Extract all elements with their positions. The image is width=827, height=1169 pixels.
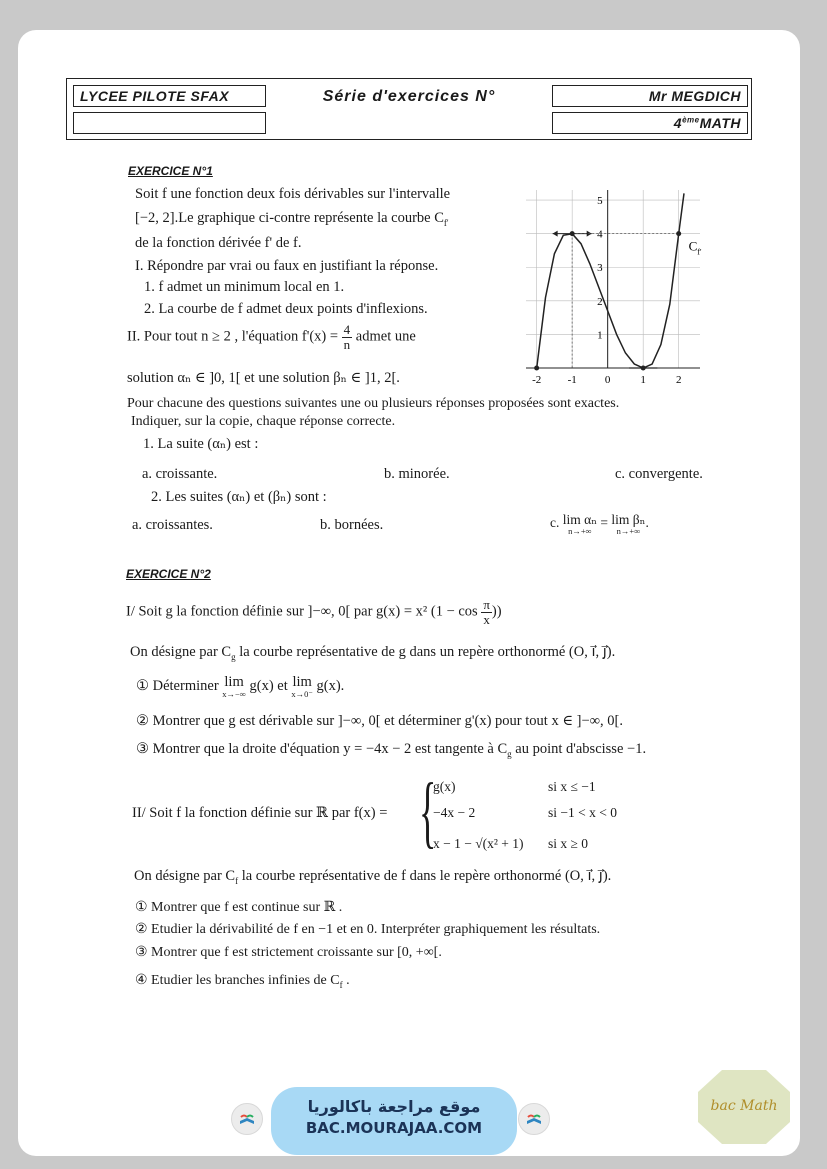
class-cell: 4èmeMATH — [552, 112, 748, 134]
ex1-solution-line: solution αₙ ∈ ]0, 1[ et une solution βₙ ∈ ]1, 2[. — [127, 370, 400, 386]
ex1-choice-1b: b. minorée. — [384, 466, 450, 482]
exercise-2-heading: EXERCICE N°2 — [126, 567, 211, 581]
ex1-choice-1c: c. convergente. — [615, 466, 703, 482]
derivative-graph-svg — [518, 182, 708, 392]
book-logo-icon — [519, 1104, 549, 1134]
ex1-suite-question-2: 2. Les suites (αₙ) et (βₙ) sont : — [151, 489, 327, 505]
ex1-intro-line1: Soit f une fonction deux fois dérivables sur l'intervalle — [135, 186, 451, 202]
exercise-1-heading: EXERCICE N°1 — [128, 164, 213, 178]
derivative-graph — [518, 182, 708, 392]
teacher-cell — [552, 85, 748, 107]
ex2-question-3: ③ Montrer que la droite d'équation y = −4x − 2 est tangente à $C_g$ au point d'abscisse −1. — [136, 741, 647, 759]
ex1-intro-line3: de la fonction dérivée f' de f. — [135, 235, 302, 251]
piecewise-brace: { — [419, 768, 437, 856]
site-banner[interactable] — [271, 1087, 517, 1155]
x-tick-label: 0 — [604, 374, 611, 386]
x-tick-label: -1 — [567, 374, 577, 386]
ex1-choice-2a: a. croissantes. — [132, 517, 213, 533]
marked-point — [534, 366, 539, 371]
ex1-suite-question-1: 1. La suite (αₙ) est : — [143, 436, 259, 452]
ex1-part1-heading: I. Répondre par vrai ou faux en justifiant la réponse. — [135, 258, 439, 274]
right-site-logo — [518, 1103, 550, 1135]
ex2-part2-question-4: ④ Etudier les branches infinies de $C_f$ . — [135, 973, 350, 990]
x-tick-label: -2 — [532, 374, 542, 386]
ex1-question-1: 1. f admet un minimum local en 1. — [144, 279, 345, 295]
marked-point — [676, 231, 681, 236]
ex1-choice-1a: a. croissante. — [142, 466, 218, 482]
limit-zero-minus: lim x→0⁻ — [291, 674, 313, 699]
marked-point — [570, 231, 575, 236]
site-arabic-name: موقع مراجعة باكالوريا — [307, 1097, 481, 1116]
bac-math-badge — [696, 1068, 792, 1146]
book-logo-icon — [232, 1104, 262, 1134]
badge-label: bac Math — [710, 1098, 778, 1114]
site-url: BAC.MOURAJAA.COM — [305, 1119, 483, 1137]
piecewise-case-1-cond: si x ≤ −1 — [548, 779, 596, 794]
marked-point — [641, 366, 646, 371]
ex1-choice-2b: b. bornées. — [320, 517, 384, 533]
piecewise-case-3-expr: x − 1 − √(x² + 1) — [433, 836, 524, 851]
ex2-part1-definition: I/ Soit g la fonction définie sur ]−∞, 0[ par g(x) = x² (1 − cos $\frac{\pi}{x}$ )) — [126, 597, 502, 627]
series-title: Série d'exercices N° — [322, 88, 496, 105]
ex2-design-cg: On désigne par $C_g$ la courbe représentative de g dans un repère orthonormé (O, i⃗, j⃗). — [130, 644, 616, 662]
ex1-question-2: 2. La courbe de f admet deux points d'inflexions. — [144, 301, 428, 317]
ex1-qcm-line2: Indiquer, sur la copie, chaque réponse correcte. — [131, 414, 396, 429]
curve-label-subscript: f' — [697, 247, 702, 257]
limit-alpha: lim αₙ n→+∞ — [562, 512, 598, 536]
ex2-question-1: ① Déterminer lim x→−∞ g(x) et lim x→0⁻ g(x). — [136, 674, 345, 699]
limit-minus-infinity: lim x→−∞ — [222, 674, 246, 699]
ex2-question-2: ② Montrer que g est dérivable sur ]−∞, 0[ et déterminer g'(x) pour tout x ∈ ]−∞, 0[. — [136, 713, 623, 729]
y-tick-label: 2 — [597, 295, 603, 308]
y-tick-label: 1 — [597, 329, 603, 342]
ex1-part2-line1: II. Pour tout n ≥ 2 , l'équation f'(x) = $\frac{4}{n}$ admet une — [127, 322, 416, 352]
ex2-part2-question-3: ③ Montrer que f est strictement croissante sur [0, +∞[. — [135, 945, 442, 960]
piecewise-case-2-expr: −4x − 2 — [433, 805, 476, 820]
fraction-pi-over-x: $\frac{\pi}{x}$ — [483, 597, 490, 627]
worksheet-page — [18, 30, 800, 1156]
ex2-part2-question-1: ① Montrer que f est continue sur ℝ . — [135, 900, 343, 915]
piecewise-case-1-expr: g(x) — [433, 779, 456, 794]
left-site-logo — [231, 1103, 263, 1135]
x-tick-label: 1 — [640, 374, 646, 386]
school-name: LYCEE PILOTE SFAX — [80, 88, 230, 104]
piecewise-case-2-cond: si −1 < x < 0 — [548, 805, 617, 820]
school-cell-empty — [73, 112, 266, 134]
piecewise-case-3-cond: si x ≥ 0 — [548, 836, 589, 851]
y-tick-label: 4 — [597, 228, 603, 241]
tangent-arrow-left — [553, 231, 558, 237]
derivative-curve — [537, 193, 684, 368]
y-tick-label: 5 — [597, 195, 603, 208]
curve-label: $C_{f'}$ — [688, 238, 702, 257]
limit-beta: lim βₙ n→+∞ — [611, 512, 646, 536]
ex1-choice-2c: c. lim αₙ n→+∞ = lim βₙ n→+∞ . — [550, 512, 649, 536]
x-tick-label: 2 — [675, 374, 682, 386]
ex2-design-cf: On désigne par $C_f$ la courbe représentative de f dans le repère orthonormé (O, i⃗, j⃗). — [134, 868, 612, 886]
school-cell — [73, 85, 266, 107]
ex1-qcm-line1: Pour chacune des questions suivantes une ou plusieurs réponses proposées sont exactes. — [127, 396, 620, 411]
ex2-part2-question-2: ② Etudier la dérivabilité de f en −1 et en 0. Interpréter graphiquement les résultats. — [135, 922, 601, 937]
ex2-part2-definition: II/ Soit f la fonction définie sur ℝ par f(x) = — [132, 805, 388, 821]
ex1-intro-line2: [−2, 2].Le graphique ci-contre représente la courbe $C_{f'}$ — [135, 210, 449, 228]
y-tick-label: 3 — [597, 262, 603, 275]
teacher-name: Mr MEGDICH — [648, 88, 741, 104]
fraction-4-over-n: $\frac{4}{n}$ — [343, 322, 351, 352]
